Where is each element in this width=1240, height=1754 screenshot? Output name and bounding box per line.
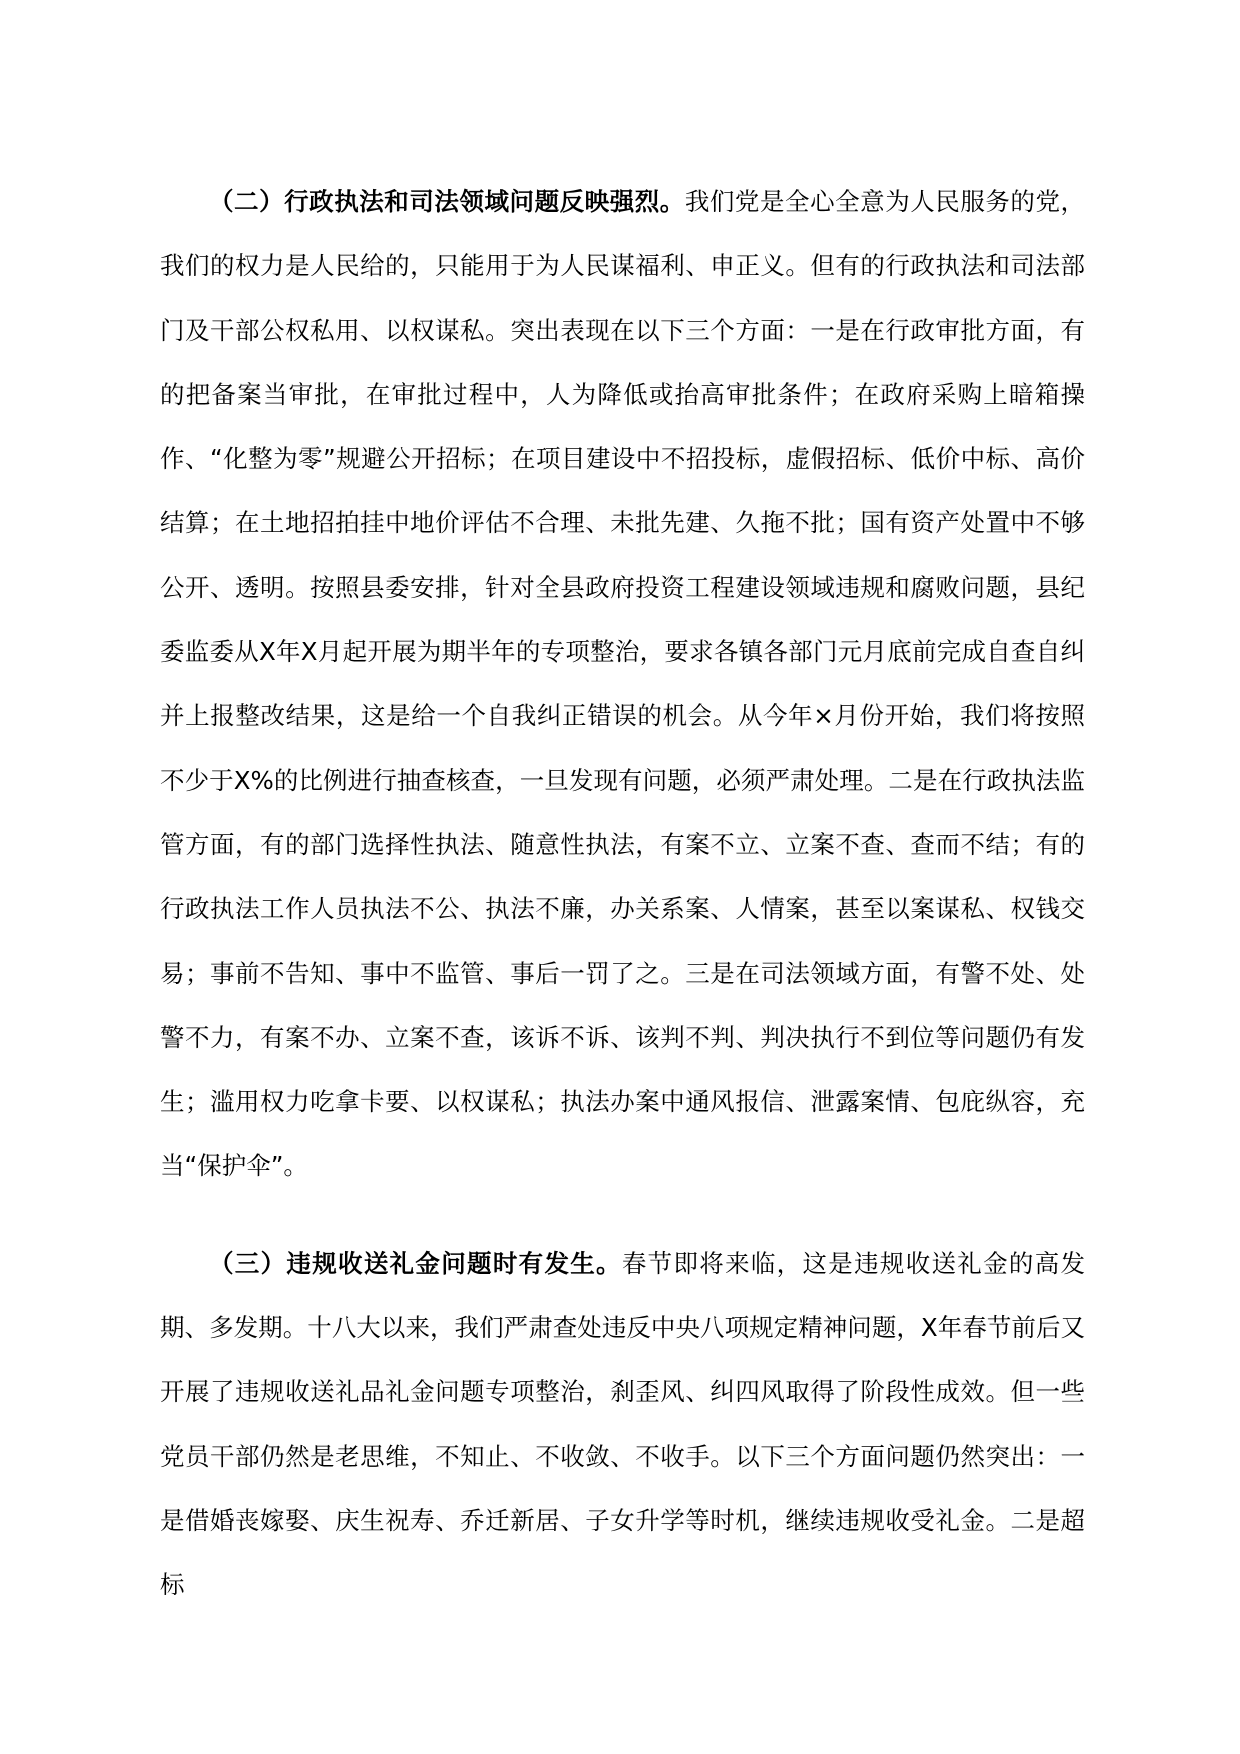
- document-body: [160, 170, 1085, 1618]
- paragraph-heading: （三）违规收送礼金问题时有发生。: [209, 1248, 622, 1278]
- paragraph-heading: （二）行政执法和司法领域问题反映强烈。: [209, 187, 685, 216]
- paragraph-text: 我们党是全心全意为人民服务的党，我们的权力是人民给的，只能用于为人民谋福利、申正义。但有的行政执法和司法部门及干部公权私用、以权谋私。突出表现在以下三个方面：一是在行政审批方面，有的把备案当审批，在审批过程中，人为降低或抬高审批条件；在政府采购上暗箱操作、“化整为零”规避公开招标；在项目建设中不招投标，虚假招标、低价中标、高价结算；在土地招拍挂中地价评估不合理、未批先建、久拖不批；国有资产处置中不够公开、透明。按照县委安排，针对全县政府投资工程建设领域违规和腐败问题，县纪委监委从X年X月起开展为期半年的专项整治，要求各镇各部门元月底前完成自查自纠并上报整改结果，这是给一个自我纠正错误的机会。从今年×月份开始，我们将按照不少于X%的比例进行抽查核查，一旦发现有问题，必须严肃处理。二是在行政执法监管方面，有的部门选择性执法、随意性执法，有案不立、立案不查、查而不结；有的行政执法工作人员执法不公、执法不廉，办关系案、人情案，甚至以案谋私、权钱交易；事前不告知、事中不监管、事后一罚了之。三是在司法领域方面，有警不处、处警不力，有案不办、立案不查，该诉不诉、该判不判、判决执行不到位等问题仍有发生；滥用权力吃拿卡要、以权谋私；执法办案中通风报信、泄露案情、包庇纵容，充当“保护伞”。: [160, 187, 1086, 1181]
- paragraph-administrative-law-enforcement: [160, 170, 1085, 1199]
- paragraph-text: 春节即将来临，这是违规收送礼金的高发期、多发期。十八大以来，我们严肃查处违反中央八项规定精神问题，X年春节前后又开展了违规收送礼品礼金问题专项整治，刹歪风、纠四风取得了阶段性成效。但一些党员干部仍然是老思维，不知止、不收敛、不收手。以下三个方面问题仍然突出：一是借婚丧嫁娶、庆生祝寿、乔迁新居、子女升学等时机，继续违规收受礼金。二是超标: [160, 1248, 1086, 1600]
- paragraph-gift-money-violations: [160, 1232, 1085, 1618]
